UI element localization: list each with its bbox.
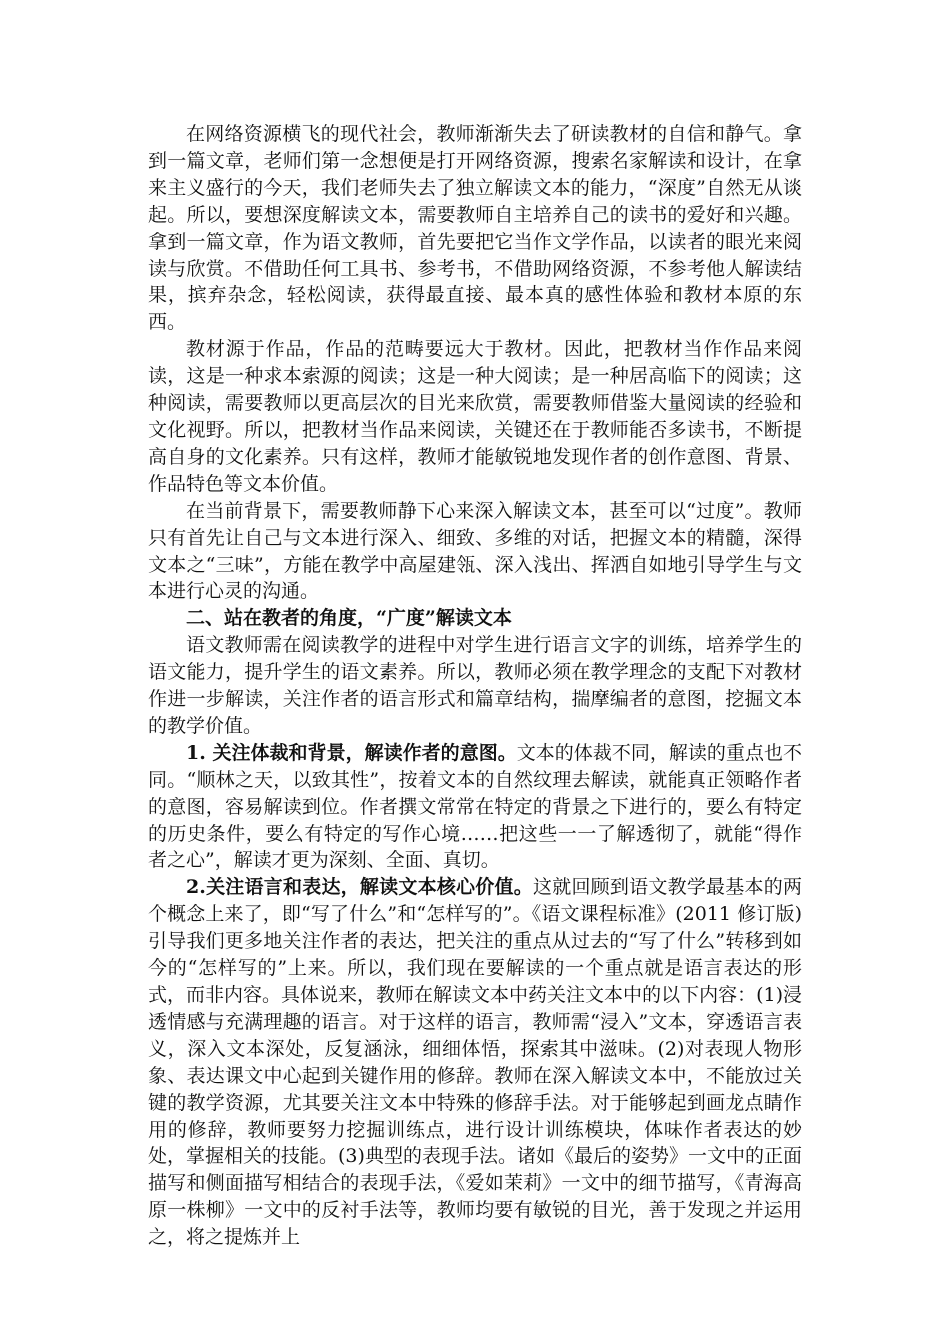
paragraph-5-lead: 1. 关注体裁和背景，解读作者的意图。 (186, 741, 517, 764)
paragraph-1: 在网络资源横飞的现代社会，教师渐渐失去了研读教材的自信和静气。拿到一篇文章，老师们第一念想便是打开网络资源，搜索名家解读和设计，在拿来主义盛行的今天，我们老师失去了独立解读文本的能力，“深度”自然无从谈起。所以，要想深度解读文本，需要教师自主培养自己的读书的爱好和兴趣。拿到一篇文章，作为语文教师，首先要把它当作文学作品，以读者的眼光来阅读与欣赏。不借助任何工具书、参考书，不借助网络资源，不参考他人解读结果，摈弃杂念，轻松阅读，获得最直接、最本真的感性体验和教材本原的东西。 (148, 123, 802, 334)
paragraph-4: 语文教师需在阅读教学的进程中对学生进行语言文字的训练，培养学生的语文能力，提升学生的语文素养。所以，教师必须在教学理念的支配下对教材作进一步解读，关注作者的语言形式和篇章结构，揣摩编者的意图，挖掘文本的教学价值。 (148, 634, 802, 737)
paragraph-6-lead: 2.关注语言和表达，解读文本核心价值。 (186, 876, 533, 899)
paragraph-2: 教材源于作品，作品的范畴要远大于教材。因此，把教材当作作品来阅读，这是一种求本索源的阅读；这是一种大阅读；是一种居高临下的阅读；这种阅读，需要教师以更高层次的目光来欣赏，需要教师借鉴大量阅读的经验和文化视野。所以，把教材当作品来阅读，关键还在于教师能否多读书，不断提高自身的文化素养。只有这样，教师才能敏锐地发现作者的创作意图、背景、作品特色等文本价值。 (148, 338, 802, 495)
article-body (148, 121, 802, 1251)
paragraph-6 (148, 874, 802, 1251)
paragraph-6-text: 这就回顾到语文教学最基本的两个概念上来了，即“写了什么”和“怎样写的”。《语文课程标准》(2011 修订版)引导我们更多地关注作者的表达，把关注的重点从过去的“写了什么”转移到如今的“怎样写的”上来。所以，我们现在要解读的一个重点就是语言表达的形式，而非内容。具体说来，教师在解读文本中药关注文本中的以下内容：(1)浸透情感与充满理趣的语言。对于这样的语言，教师需“浸入”文本，穿透语言表义，深入文本深处，反复涵泳，细细体悟，探索其中滋味。(2)对表现人物形象、表达课文中心起到关键作用的修辞。教师在深入解读文本中，不能放过关键的教学资源，尤其要关注文本中特殊的修辞手法。对于能够起到画龙点睛作用的修辞，教师要努力挖掘训练点，进行设计训练模块，体味作者表达的妙处，掌握相关的技能。(3)典型的表现手法。诸如《最后的姿势》一文中的正面描写和侧面描写相结合的表现手法，《爱如茉莉》一文中的细节描写，《青海高原一株柳》一文中的反衬手法等，教师均要有敏锐的目光，善于发现之并运用之，将之提炼并上 (148, 876, 802, 1249)
paragraph-5-text: 文本的体裁不同，解读的重点也不同。“顺林之天，以致其性”，按着文本的自然纹理去解读，就能真正领略作者的意图，容易解读到位。作者撰文常常在特定的背景之下进行的，要么有特定的历史条件，要么有特定的写作心境……把这些一一了解透彻了，就能“得作者之心”，解读才更为深刻、全面、真切。 (148, 741, 802, 872)
paragraph-5 (148, 740, 802, 875)
section-heading: 二、站在教者的角度，“广度”解读文本 (186, 607, 512, 630)
paragraph-3: 在当前背景下，需要教师静下心来深入解读文本，甚至可以“过度”。教师只有首先让自己与文本进行深入、细致、多维的对话，把握文本的精髓，深得文本之“三味”，方能在教学中高屋建瓴、深入浅出、挥洒自如地引导学生与文本进行心灵的沟通。 (148, 499, 802, 603)
